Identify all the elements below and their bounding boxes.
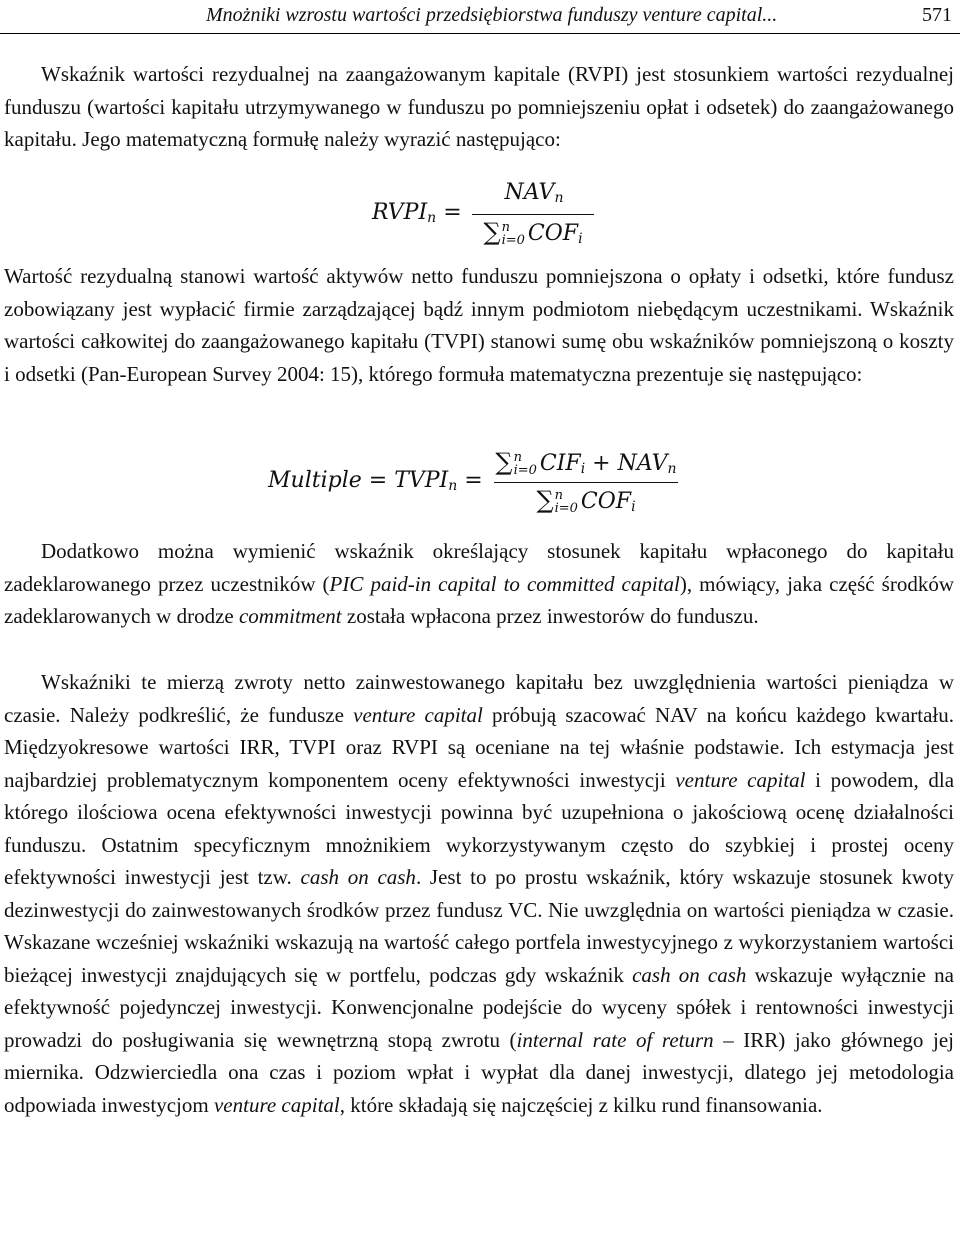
- formula-rvpi-denominator: ∑ n i=0 $COF_i$: [483, 218, 583, 248]
- formula-tvpi-numerator: ∑ n i=0 $CIF_i + NAV_n$: [495, 448, 677, 478]
- header-rule: [0, 33, 960, 34]
- formula-rvpi-numerator: $NAV_n$: [504, 180, 564, 206]
- paragraph-pic-ratio: Dodatkowo można wymienić wskaźnik określający stosunek kapitału wpłaconego do kapitału zadeklarowanego przez uczestników (PIC paid-in capital to committed capital), mówiący, jaka część środków zadeklarowanych w drodze commitment została wpłacona przez inwestorów do funduszu.: [4, 539, 954, 628]
- formula-tvpi-denominator: ∑ n i=0 $COF_i$: [536, 486, 636, 516]
- paragraph-rvpi-intro: Wskaźnik wartości rezydualnej na zaangażowanym kapitale (RVPI) jest stosunkiem wartości rezydualnej funduszu (wartości kapitału utrzymywanego w funduszu po pomniejszeniu opłat i odsetek) do zaangażowanego kapitału. Jego matematyczną formułę należy wyrazić następująco:: [4, 62, 954, 151]
- formula-tvpi: [268, 448, 708, 522]
- formula-rvpi-fraction-bar: [472, 214, 594, 215]
- running-title: Mnożniki wzrostu wartości przedsiębiorstwa funduszy venture capital...: [206, 4, 778, 26]
- formula-tvpi-lhs: Multiple = $TVPI_n$ =: [268, 468, 483, 494]
- page-number: 571: [922, 4, 952, 26]
- paragraph-residual-value: Wartość rezydualną stanowi wartość aktywów netto funduszu pomniejszona o opłaty i odsetki, które fundusz zobowiązany jest wypłacić firmie zarządzającej bądź innym podmiotom niebędącym uczestnikami. Wskaźnik wartości całkowitej do zaangażowanego kapitału (TVPI) stanowi sumę obu wskaźników pomniejszoną o koszty i odsetki (Pan-European Survey 2004: 15), którego formuła matematyczna prezentuje się następująco:: [4, 264, 954, 386]
- paragraph-net-returns: Wskaźniki te mierzą zwroty netto zainwestowanego kapitału bez uwzględnienia wartości pieniądza w czasie. Należy podkreślić, że fundusze venture capital próbują szacować NAV na końcu każdego kwartału. Międzyokresowe wartości IRR, TVPI oraz RVPI są oceniane na tej właśnie podstawie. Ich estymacja jest najbardziej problematycznym komponentem oceny efektywności inwestycji venture capital i powodem, dla którego ilościowa ocena efektywności inwestycji powinna być uzupełniona o jakościową ocenę działalności funduszu. Ostatnim specyficznym mnożnikiem wykorzystywanym często do szybkiej i prostej oceny efektywności inwestycji jest tzw. cash on cash. Jest to po prostu wskaźnik, który wskazuje stosunek kwoty dezinwestycji do zainwestowanych środków przez fundusz VC. Nie uwzględnia on wartości pieniądza w czasie. Wskazane wcześniej wskaźniki wskazują na wartość całego portfela inwestycyjnego z wykorzystaniem wartości bieżącej inwestycji znajdujących się w portfelu, podczas gdy wskaźnik cash on cash wskazuje wyłącznie na efektywność pojedynczej inwestycji. Konwencjonalne podejście do wyceny spółek i rentowności inwestycji prowadzi do posługiwania się wewnętrzną stopą zwrotu (internal rate of return – IRR) jako głównego jej miernika. Odzwierciedla ona czas i poziom wpłat i wypłat dla danej inwestycji, dlatego jej metodologia odpowiada inwestycjom venture capital, które składają się najczęściej z kilku rund finansowania.: [4, 670, 955, 1117]
- running-header: [0, 0, 960, 34]
- formula-rvpi-lhs: $RVPI_n$ =: [372, 200, 462, 226]
- formula-tvpi-fraction-bar: [494, 482, 678, 483]
- formula-rvpi: [372, 180, 612, 250]
